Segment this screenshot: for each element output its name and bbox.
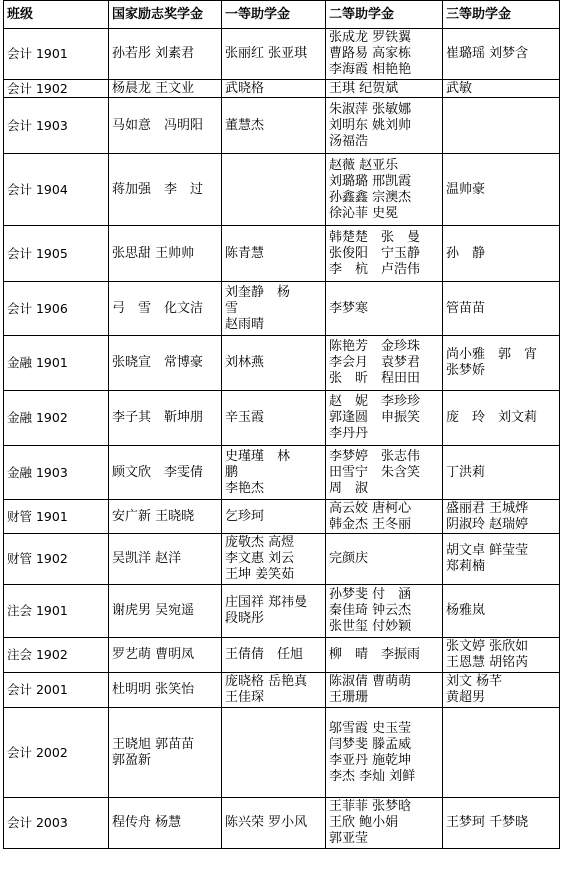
name-line: 庞敬杰 高煜	[225, 535, 295, 550]
name-line: 王晓旭 郭苗苗	[112, 736, 195, 752]
name-line: 丁洪莉	[446, 464, 486, 480]
table-row	[4, 798, 560, 849]
name-line: 张成龙 罗铁翼	[329, 30, 412, 45]
name-line: 赵雨晴	[225, 316, 265, 332]
national-scholarship-cell	[109, 391, 222, 446]
name-line: 程传舟 杨慧	[112, 815, 182, 830]
header-first-grant: 一等助学金	[222, 1, 326, 29]
name-line: 张世玺 付妙颖	[329, 619, 412, 634]
name-line: 温帅豪	[446, 181, 486, 197]
second-grant-cell	[326, 336, 443, 391]
scholarship-table	[3, 0, 560, 849]
class-cell: 会计 1905	[4, 226, 109, 282]
class-cell: 会计 1904	[4, 154, 109, 226]
name-line: 韩金杰 王冬丽	[329, 516, 412, 532]
national-scholarship-cell	[109, 282, 222, 336]
table-row	[4, 29, 560, 80]
first-grant-cell	[222, 282, 326, 336]
name-line: 庄国祥 郑祎曼	[225, 595, 308, 610]
name-line: 孙梦斐 付 涵	[329, 587, 412, 602]
class-cell: 金融 1903	[4, 446, 109, 500]
name-line: 王佳琛	[225, 690, 265, 705]
national-scholarship-cell	[109, 500, 222, 534]
name-line: 王欣 鲍小娟	[329, 815, 399, 830]
third-grant-cell	[443, 226, 560, 282]
name-line: 曹路易 高家栋	[329, 46, 412, 61]
table-row	[4, 282, 560, 336]
table-row	[4, 638, 560, 673]
third-grant-cell	[443, 500, 560, 534]
national-scholarship-cell	[109, 29, 222, 80]
name-line: 王菲菲 张梦晗	[329, 799, 412, 814]
table-row	[4, 585, 560, 638]
name-line: 孙 静	[446, 245, 486, 261]
class-cell: 会计 2003	[4, 798, 109, 849]
national-scholarship-cell	[109, 585, 222, 638]
class-cell: 财管 1901	[4, 500, 109, 534]
name-line: 张思甜 王帅帅	[112, 245, 195, 261]
third-grant-cell	[443, 391, 560, 446]
third-grant-cell	[443, 336, 560, 391]
name-line: 徐沁菲 史冕	[329, 205, 399, 221]
name-line: 鹏	[225, 464, 239, 480]
name-line: 顾文欣 李雯倩	[112, 464, 204, 480]
name-line: 李亚丹 施乾坤	[329, 752, 412, 768]
first-grant-cell	[222, 391, 326, 446]
name-line: 吴凯洋 赵洋	[112, 551, 182, 566]
name-line: 陈艳芳 金珍珠	[329, 339, 421, 354]
name-line: 张晓宣 常博豪	[112, 355, 204, 370]
second-grant-cell	[326, 585, 443, 638]
table-row	[4, 226, 560, 282]
name-line: 李文惠 刘云	[225, 551, 295, 566]
name-line: 王坤 姜笑茹	[225, 567, 295, 582]
class-cell: 会计 1906	[4, 282, 109, 336]
national-scholarship-cell	[109, 154, 222, 226]
name-line: 韩楚楚 张 曼	[329, 229, 421, 245]
name-line: 郑莉楠	[446, 559, 486, 574]
national-scholarship-cell	[109, 98, 222, 154]
second-grant-cell	[326, 446, 443, 500]
name-line: 管苗苗	[446, 300, 486, 316]
name-line: 马如意 冯明阳	[112, 117, 204, 133]
name-line: 刘林燕	[225, 355, 265, 370]
name-line: 黄超男	[446, 690, 486, 705]
table-body	[4, 29, 560, 849]
name-line: 崔璐瑶 刘梦含	[446, 46, 529, 61]
name-line: 李海霞 相艳艳	[329, 62, 412, 77]
second-grant-cell	[326, 80, 443, 98]
name-line: 张梦娇	[446, 363, 486, 378]
name-line: 刘文 杨芊	[446, 674, 503, 689]
second-grant-cell	[326, 500, 443, 534]
second-grant-cell	[326, 29, 443, 80]
class-cell: 注会 1901	[4, 585, 109, 638]
first-grant-cell	[222, 226, 326, 282]
national-scholarship-cell	[109, 708, 222, 798]
name-line: 田雪宁 朱含笑	[329, 464, 421, 480]
third-grant-cell	[443, 98, 560, 154]
name-line: 赵 妮 李珍珍	[329, 394, 421, 409]
second-grant-cell	[326, 673, 443, 708]
national-scholarship-cell	[109, 80, 222, 98]
name-line: 刘明东 姚刘帅	[329, 117, 412, 133]
name-line: 盛丽君 王城烨	[446, 500, 529, 516]
header-third-grant: 三等助学金	[443, 1, 560, 29]
name-line: 张文婷 张欣如	[446, 639, 529, 654]
table-row	[4, 98, 560, 154]
name-line: 胡文卓 鲜莹莹	[446, 543, 529, 558]
second-grant-cell	[326, 226, 443, 282]
first-grant-cell	[222, 708, 326, 798]
header-class: 班级	[4, 1, 109, 29]
name-line: 庞晓格 岳艳真	[225, 674, 308, 689]
table-row	[4, 673, 560, 708]
name-line: 张俊阳 宁玉静	[329, 245, 421, 261]
name-line: 杨晨龙 王文业	[112, 80, 195, 96]
name-line: 尚小雅 郭 宵	[446, 347, 538, 362]
name-line: 李 杭 卢浩伟	[329, 261, 421, 277]
name-line: 弓 雪 化文洁	[112, 300, 204, 316]
third-grant-cell	[443, 154, 560, 226]
national-scholarship-cell	[109, 336, 222, 391]
name-line: 武晓格	[225, 80, 265, 96]
second-grant-cell	[326, 282, 443, 336]
second-grant-cell	[326, 638, 443, 673]
table-row	[4, 80, 560, 98]
table-row	[4, 534, 560, 585]
national-scholarship-cell	[109, 534, 222, 585]
name-line: 庞 玲 刘文莉	[446, 410, 538, 425]
national-scholarship-cell	[109, 798, 222, 849]
second-grant-cell	[326, 708, 443, 798]
class-cell: 会计 1903	[4, 98, 109, 154]
name-line: 雪	[225, 300, 239, 316]
class-cell: 注会 1902	[4, 638, 109, 673]
class-cell: 会计 1902	[4, 80, 109, 98]
name-line: 闫梦斐 滕孟威	[329, 736, 412, 752]
table-row	[4, 154, 560, 226]
class-cell: 会计 2002	[4, 708, 109, 798]
third-grant-cell	[443, 585, 560, 638]
first-grant-cell	[222, 673, 326, 708]
name-line: 刘奎静 杨	[225, 284, 291, 300]
name-line: 史瑾瑾 林	[225, 448, 291, 464]
second-grant-cell	[326, 798, 443, 849]
name-line: 邬雪霞 史玉莹	[329, 720, 412, 736]
name-line: 完颜庆	[329, 551, 369, 566]
name-line: 陈淑倩 曹萌萌	[329, 674, 412, 689]
name-line: 郭亚莹	[329, 831, 369, 846]
header-second-grant: 二等助学金	[326, 1, 443, 29]
class-cell: 会计 2001	[4, 673, 109, 708]
name-line: 郭逢圆 申振笑	[329, 410, 421, 425]
national-scholarship-cell	[109, 638, 222, 673]
name-line: 谢虎男 吴宛遥	[112, 603, 195, 618]
name-line: 孙鑫鑫 宗澳杰	[329, 189, 412, 205]
name-line: 高云姣 唐柯心	[329, 500, 412, 516]
name-line: 汤福浩	[329, 133, 369, 149]
name-line: 张 昕 程田田	[329, 371, 421, 386]
national-scholarship-cell	[109, 673, 222, 708]
national-scholarship-cell	[109, 446, 222, 500]
name-line: 辛玉霞	[225, 410, 265, 425]
third-grant-cell	[443, 708, 560, 798]
name-line: 李梦婷 张志伟	[329, 448, 421, 464]
name-line: 秦佳琦 钟云杰	[329, 603, 412, 618]
name-line: 王琪 纪贺斌	[329, 80, 399, 96]
third-grant-cell	[443, 534, 560, 585]
table-row	[4, 500, 560, 534]
third-grant-cell	[443, 446, 560, 500]
second-grant-cell	[326, 534, 443, 585]
name-line: 安广新 王晓晓	[112, 508, 195, 524]
name-line: 李杰 李灿 刘鲜	[329, 768, 416, 784]
name-line: 阴淑玲 赵瑞婷	[446, 516, 529, 532]
third-grant-cell	[443, 80, 560, 98]
name-line: 陈兴荣 罗小风	[225, 815, 308, 830]
name-line: 朱淑萍 张敏娜	[329, 101, 412, 117]
third-grant-cell	[443, 282, 560, 336]
first-grant-cell	[222, 798, 326, 849]
first-grant-cell	[222, 585, 326, 638]
name-line: 陈青慧	[225, 245, 265, 261]
name-line: 乞珍珂	[225, 508, 265, 524]
name-line: 武敏	[446, 80, 473, 96]
name-line: 杨雅岚	[446, 603, 486, 618]
name-line: 蒋加强 李 过	[112, 181, 204, 197]
name-line: 柳 晴 李振雨	[329, 647, 421, 662]
name-line: 刘璐璐 邢凯霞	[329, 173, 412, 189]
second-grant-cell	[326, 391, 443, 446]
second-grant-cell	[326, 98, 443, 154]
table-row	[4, 446, 560, 500]
name-line: 孙若彤 刘素君	[112, 46, 195, 61]
first-grant-cell	[222, 29, 326, 80]
name-line: 杜明明 张笑怡	[112, 682, 195, 697]
name-line: 周 淑	[329, 480, 369, 496]
name-line: 董慧杰	[225, 117, 265, 133]
first-grant-cell	[222, 534, 326, 585]
class-cell: 金融 1902	[4, 391, 109, 446]
header-national-scholarship: 国家励志奖学金	[109, 1, 222, 29]
first-grant-cell	[222, 336, 326, 391]
name-line: 王梦珂 千梦晓	[446, 815, 529, 830]
table-row	[4, 336, 560, 391]
third-grant-cell	[443, 638, 560, 673]
first-grant-cell	[222, 154, 326, 226]
first-grant-cell	[222, 98, 326, 154]
second-grant-cell	[326, 154, 443, 226]
first-grant-cell	[222, 446, 326, 500]
table-row	[4, 391, 560, 446]
third-grant-cell	[443, 29, 560, 80]
name-line: 赵薇 赵亚乐	[329, 157, 399, 173]
name-line: 王恩慧 胡铭芮	[446, 655, 529, 670]
header-row	[4, 1, 560, 29]
third-grant-cell	[443, 673, 560, 708]
third-grant-cell	[443, 798, 560, 849]
national-scholarship-cell	[109, 226, 222, 282]
name-line: 李丹丹	[329, 426, 369, 441]
name-line: 张丽红 张亚琪	[225, 46, 308, 61]
first-grant-cell	[222, 638, 326, 673]
first-grant-cell	[222, 80, 326, 98]
name-line: 李子其 靳坤朋	[112, 410, 204, 425]
name-line: 段晓彤	[225, 611, 265, 626]
name-line: 李梦寒	[329, 300, 369, 316]
name-line: 李艳杰	[225, 480, 265, 496]
name-line: 郭盈新	[112, 752, 152, 768]
table-row	[4, 708, 560, 798]
name-line: 王珊珊	[329, 690, 369, 705]
name-line: 王倩倩 任旭	[225, 647, 304, 662]
class-cell: 财管 1902	[4, 534, 109, 585]
name-line: 李会月 袁梦君	[329, 355, 421, 370]
class-cell: 金融 1901	[4, 336, 109, 391]
class-cell: 会计 1901	[4, 29, 109, 80]
name-line: 罗艺萌 曹明凤	[112, 647, 195, 662]
first-grant-cell	[222, 500, 326, 534]
